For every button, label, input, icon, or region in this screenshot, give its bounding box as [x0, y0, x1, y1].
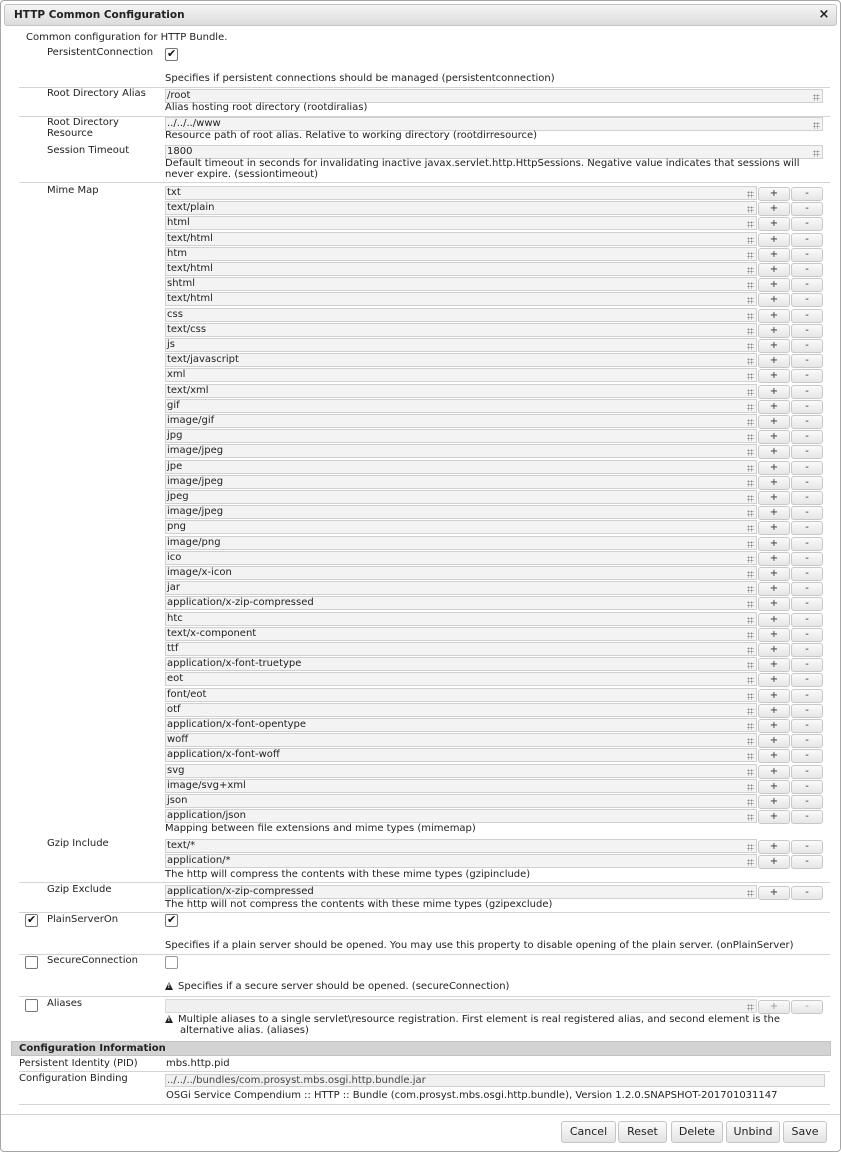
mime-map-remove-button[interactable]: -	[791, 309, 823, 323]
mime-map-entry-input[interactable]	[165, 186, 757, 200]
root-resource-value: ../../../www	[167, 118, 221, 129]
mime-map-add-button[interactable]: +	[758, 339, 790, 353]
resize-grip-icon[interactable]	[747, 859, 754, 866]
mime-map-remove-button[interactable]: -	[791, 415, 823, 429]
resize-grip-icon[interactable]	[747, 282, 754, 289]
aliases-remove-button[interactable]: -	[791, 1000, 823, 1014]
mime-map-remove-button[interactable]: -	[791, 643, 823, 657]
mime-map-add-button[interactable]: +	[758, 293, 790, 307]
root-alias-value: /root	[167, 90, 191, 101]
resize-grip-icon[interactable]	[747, 723, 754, 730]
mime-map-remove-button[interactable]: -	[791, 613, 823, 627]
mime-map-entry-value: jpeg	[167, 491, 189, 502]
mime-map-entry-input[interactable]	[165, 444, 757, 458]
mime-map-entry-input[interactable]	[165, 779, 757, 793]
mime-map-add-button[interactable]: +	[758, 217, 790, 231]
reset-button[interactable]: Reset	[618, 1121, 667, 1143]
dialog-titlebar[interactable]	[4, 4, 837, 26]
mime-map-remove-button[interactable]: -	[791, 628, 823, 642]
mime-map-entry-value: shtml	[167, 278, 195, 290]
mime-map-remove-button[interactable]: -	[791, 506, 823, 520]
mime-map-entry-value: text/html	[167, 293, 213, 305]
mime-map-remove-button[interactable]: -	[791, 734, 823, 748]
mime-map-remove-button[interactable]: -	[791, 567, 823, 581]
mime-map-entry-input[interactable]	[165, 292, 757, 306]
mime-map-entry-value: js	[167, 339, 175, 350]
divider	[19, 996, 830, 997]
mime-map-remove-button[interactable]: -	[791, 658, 823, 672]
mime-map-add-button[interactable]: +	[758, 613, 790, 627]
mime-map-entry-value: text/html	[167, 232, 213, 244]
mime-map-entry-value: svg	[167, 764, 185, 776]
gzip-include-add-button[interactable]: +	[758, 855, 790, 869]
resize-grip-icon[interactable]	[747, 784, 754, 791]
mime-map-remove-button[interactable]: -	[791, 217, 823, 231]
mime-map-entry-value: text/x-component	[167, 627, 257, 639]
gzip-include-entry-value: application/*	[167, 855, 231, 867]
mime-map-remove-button[interactable]: -	[791, 248, 823, 262]
config-info-header	[11, 1041, 831, 1056]
mime-map-remove-button[interactable]: -	[791, 704, 823, 718]
mime-map-entry-input[interactable]	[165, 429, 757, 443]
mime-map-entry-input[interactable]	[165, 201, 757, 215]
mime-map-add-button[interactable]: +	[758, 278, 790, 292]
root-resource-label: Root Directory	[47, 117, 119, 128]
resize-grip-icon[interactable]	[747, 617, 754, 624]
session-timeout-desc-2: never expire. (sessiontimeout)	[165, 169, 319, 180]
mime-map-entry-input[interactable]	[165, 551, 757, 565]
gzip-include-remove-button[interactable]: -	[791, 855, 823, 869]
root-resource-input[interactable]	[165, 117, 823, 131]
mime-map-entry-value: application/x-font-opentype	[167, 719, 307, 730]
mime-map-add-button[interactable]: +	[758, 400, 790, 414]
aliases-input[interactable]	[165, 999, 757, 1013]
gzip-exclude-remove-button[interactable]: -	[791, 886, 823, 900]
mime-map-entry-value: gif	[167, 399, 180, 411]
resize-grip-icon[interactable]	[747, 662, 754, 669]
mime-map-entry-input[interactable]	[165, 505, 757, 519]
mime-map-remove-button[interactable]: -	[791, 597, 823, 611]
mime-map-entry-input[interactable]	[165, 642, 757, 656]
mime-map-entry-value: font/eot	[167, 688, 207, 700]
gzip-exclude-add-button[interactable]: +	[758, 886, 790, 900]
mime-map-remove-button[interactable]: -	[791, 810, 823, 824]
mime-map-entry-value: htc	[167, 612, 183, 624]
mime-map-entry-input[interactable]	[165, 277, 757, 291]
persistent-connection-label: PersistentConnection	[47, 47, 154, 58]
mime-map-entry-value: jpg	[167, 430, 183, 442]
mime-map-entry-input[interactable]	[165, 384, 757, 398]
mime-map-add-button[interactable]: +	[758, 719, 790, 733]
resize-grip-icon[interactable]	[813, 150, 820, 157]
mime-map-add-button[interactable]: +	[758, 263, 790, 277]
mime-map-entry-value: ttf	[167, 643, 179, 654]
mime-map-entry-input[interactable]	[165, 262, 757, 276]
mime-map-add-button[interactable]: +	[758, 567, 790, 581]
mime-map-add-button[interactable]: +	[758, 734, 790, 748]
intro-text: Common configuration for HTTP Bundle.	[26, 32, 228, 43]
binding-label: Configuration Binding	[19, 1073, 128, 1084]
resize-grip-icon[interactable]	[747, 252, 754, 259]
mime-map-add-button[interactable]: +	[758, 780, 790, 794]
resize-grip-icon[interactable]	[813, 122, 820, 129]
session-timeout-label: Session Timeout	[47, 145, 130, 156]
mime-map-entry-input[interactable]	[165, 581, 757, 595]
mime-map-entry-value: text/plain	[167, 202, 215, 214]
mime-map-add-button[interactable]: +	[758, 704, 790, 718]
unbind-button[interactable]: Unbind	[726, 1121, 780, 1143]
root-resource-label-2: Resource	[47, 128, 93, 139]
mime-map-entry-input[interactable]	[165, 809, 757, 823]
mime-map-remove-button[interactable]: -	[791, 400, 823, 414]
mime-map-entry-input[interactable]	[165, 748, 757, 762]
mime-map-remove-button[interactable]: -	[791, 187, 823, 201]
mime-map-entry-value: application/x-font-truetype	[167, 658, 302, 670]
resize-grip-icon[interactable]	[747, 525, 754, 532]
gzip-include-add-button[interactable]: +	[758, 840, 790, 854]
mime-map-entry-input[interactable]	[165, 536, 757, 550]
mime-map-label: Mime Map	[47, 185, 99, 196]
resize-grip-icon[interactable]	[747, 769, 754, 776]
mime-map-add-button[interactable]: +	[758, 552, 790, 566]
mime-map-add-button[interactable]: +	[758, 673, 790, 687]
secure-connection-desc	[165, 981, 509, 992]
gzip-exclude-entry-input[interactable]	[165, 885, 757, 899]
secure-connection-desc-text: Specifies if a secure server should be opened. (secureConnection)	[178, 981, 510, 992]
mime-map-entry-value: xml	[167, 369, 186, 381]
mime-map-entry-input[interactable]	[165, 475, 757, 489]
session-timeout-desc: Default timeout in seconds for invalidating inactive javax.servlet.http.HttpSessions. Negative value indicates that sessions will	[165, 158, 800, 169]
mime-map-add-button[interactable]: +	[758, 369, 790, 383]
mime-map-entry-input[interactable]	[165, 672, 757, 686]
binding-desc: OSGi Service Compendium :: HTTP :: Bundle (com.prosyst.mbs.osgi.http.bundle), Version 1.2.0.SNAPSHOT-201701031147	[166, 1090, 778, 1101]
mime-map-entry-value: htm	[167, 247, 187, 259]
resize-grip-icon[interactable]	[747, 586, 754, 593]
divider	[19, 912, 830, 913]
mime-map-add-button[interactable]: +	[758, 324, 790, 338]
mime-map-entry-value: json	[167, 795, 188, 806]
resize-grip-icon[interactable]	[747, 708, 754, 715]
mime-map-add-button[interactable]: +	[758, 765, 790, 779]
mime-map-entry-value: image/gif	[167, 415, 215, 426]
mime-map-remove-button[interactable]: -	[791, 780, 823, 794]
plain-server-label: PlainServerOn	[47, 914, 119, 925]
mime-map-remove-button[interactable]: -	[791, 521, 823, 535]
mime-map-entry-input[interactable]	[165, 399, 757, 413]
mime-map-entry-value: image/png	[167, 536, 221, 548]
root-alias-label: Root Directory Alias	[47, 88, 146, 99]
mime-map-remove-button[interactable]: -	[791, 430, 823, 444]
mime-map-entry-input[interactable]	[165, 247, 757, 261]
mime-map-entry-value: ico	[167, 551, 182, 563]
aliases-add-button[interactable]: +	[758, 1000, 790, 1014]
mime-map-entry-value: png	[167, 521, 187, 533]
resize-grip-icon[interactable]	[747, 267, 754, 274]
resize-grip-icon[interactable]	[747, 632, 754, 639]
mime-map-add-button[interactable]: +	[758, 202, 790, 216]
resize-grip-icon[interactable]	[747, 1004, 754, 1011]
resize-grip-icon[interactable]	[747, 221, 754, 228]
mime-map-entry-input[interactable]	[165, 657, 757, 671]
mime-map-entry-value: txt	[167, 187, 181, 198]
mime-map-add-button[interactable]: +	[758, 476, 790, 490]
mime-map-add-button[interactable]: +	[758, 430, 790, 444]
resize-grip-icon[interactable]	[747, 677, 754, 684]
resize-grip-icon[interactable]	[747, 495, 754, 502]
resize-grip-icon[interactable]	[747, 389, 754, 396]
resize-grip-icon[interactable]	[747, 191, 754, 198]
gzip-include-entry-value: text/*	[167, 840, 196, 851]
mime-map-remove-button[interactable]: -	[791, 233, 823, 247]
mime-map-entry-input[interactable]	[165, 794, 757, 808]
resize-grip-icon[interactable]	[747, 571, 754, 578]
divider	[19, 1104, 830, 1105]
mime-map-remove-button[interactable]: -	[791, 339, 823, 353]
root-alias-input[interactable]	[165, 89, 823, 103]
pid-label: Persistent Identity (PID)	[19, 1058, 138, 1069]
root-alias-desc: Alias hosting root directory (rootdiralias)	[165, 102, 368, 113]
mime-map-add-button[interactable]: +	[758, 810, 790, 824]
gzip-exclude-label: Gzip Exclude	[47, 884, 112, 895]
mime-map-entry-input[interactable]	[165, 688, 757, 702]
mime-map-entry-value: image/jpeg	[167, 445, 224, 457]
mime-map-entry-value: text/css	[167, 323, 207, 335]
mime-map-add-button[interactable]: +	[758, 597, 790, 611]
mime-map-remove-button[interactable]: -	[791, 689, 823, 703]
mime-map-add-button[interactable]: +	[758, 749, 790, 763]
mime-map-entry-input[interactable]	[165, 323, 757, 337]
mime-map-entry-value: image/jpeg	[167, 506, 224, 518]
mime-map-entry-value: image/jpeg	[167, 475, 224, 487]
gzip-include-label: Gzip Include	[47, 838, 109, 849]
mime-map-entry-value: jar	[167, 582, 181, 594]
plain-server-checkbox[interactable]	[165, 914, 178, 927]
mime-map-add-button[interactable]: +	[758, 248, 790, 262]
mime-map-entry-value: application/x-zip-compressed	[167, 597, 314, 609]
dialog-title: HTTP Common Configuration	[14, 9, 185, 21]
mime-map-entry-input[interactable]	[165, 612, 757, 626]
divider	[19, 882, 830, 883]
mime-map-entry-value: text/xml	[167, 384, 209, 396]
mime-map-add-button[interactable]: +	[758, 795, 790, 809]
secure-connection-enable-checkbox[interactable]	[25, 956, 38, 969]
cancel-button[interactable]: Cancel	[561, 1121, 616, 1143]
mime-map-remove-button[interactable]: -	[791, 369, 823, 383]
mime-map-remove-button[interactable]: -	[791, 719, 823, 733]
mime-map-remove-button[interactable]: -	[791, 537, 823, 551]
mime-map-remove-button[interactable]: -	[791, 263, 823, 277]
mime-map-entry-input[interactable]	[165, 216, 757, 230]
mime-map-entry-input[interactable]	[165, 308, 757, 322]
gzip-exclude-entry-value: application/x-zip-compressed	[167, 886, 314, 897]
mime-map-entry-input[interactable]	[165, 703, 757, 717]
resize-grip-icon[interactable]	[747, 890, 754, 897]
resize-grip-icon[interactable]	[747, 419, 754, 426]
mime-map-desc: Mapping between file extensions and mime types (mimemap)	[165, 823, 476, 834]
mime-map-entry-value: text/html	[167, 263, 213, 274]
mime-map-remove-button[interactable]: -	[791, 385, 823, 399]
aliases-label: Aliases	[47, 998, 83, 1009]
plain-server-enable-checkbox[interactable]	[25, 914, 38, 927]
mime-map-remove-button[interactable]: -	[791, 293, 823, 307]
session-timeout-value: 1800	[167, 146, 193, 157]
mime-map-remove-button[interactable]: -	[791, 795, 823, 809]
mime-map-remove-button[interactable]: -	[791, 476, 823, 490]
mime-map-entry-value: application/x-font-woff	[167, 749, 280, 761]
mime-map-remove-button[interactable]: -	[791, 202, 823, 216]
gzip-include-desc: The http will compress the contents with these mime types (gzipinclude)	[165, 869, 531, 880]
resize-grip-icon[interactable]	[747, 814, 754, 821]
mime-map-add-button[interactable]: +	[758, 233, 790, 247]
mime-map-entry-input[interactable]	[165, 718, 757, 732]
resize-grip-icon[interactable]	[747, 601, 754, 608]
mime-map-add-button[interactable]: +	[758, 628, 790, 642]
mime-map-entry-input[interactable]	[165, 566, 757, 580]
mime-map-remove-button[interactable]: -	[791, 278, 823, 292]
resize-grip-icon[interactable]	[747, 510, 754, 517]
delete-button[interactable]: Delete	[671, 1121, 723, 1143]
divider	[19, 182, 830, 183]
mime-map-entry-input[interactable]	[165, 414, 757, 428]
gzip-include-entry-input[interactable]	[165, 839, 757, 853]
persistent-connection-desc: Specifies if persistent connections should be managed (persistentconnection)	[165, 73, 555, 84]
mime-map-entry-value: application/json	[167, 810, 246, 822]
mime-map-entry-input[interactable]	[165, 232, 757, 246]
resize-grip-icon[interactable]	[747, 693, 754, 700]
mime-map-add-button[interactable]: +	[758, 491, 790, 505]
resize-grip-icon[interactable]	[747, 738, 754, 745]
resize-grip-icon[interactable]	[747, 844, 754, 851]
resize-grip-icon[interactable]	[747, 297, 754, 304]
resize-grip-icon[interactable]	[747, 434, 754, 441]
session-timeout-input[interactable]	[165, 145, 823, 159]
resize-grip-icon[interactable]	[747, 237, 754, 244]
resize-grip-icon[interactable]	[747, 358, 754, 365]
resize-grip-icon[interactable]	[747, 647, 754, 654]
mime-map-add-button[interactable]: +	[758, 689, 790, 703]
mime-map-add-button[interactable]: +	[758, 506, 790, 520]
resize-grip-icon[interactable]	[747, 541, 754, 548]
secure-connection-checkbox[interactable]	[165, 956, 178, 969]
mime-map-add-button[interactable]: +	[758, 521, 790, 535]
mime-map-remove-button[interactable]: -	[791, 461, 823, 475]
resize-grip-icon[interactable]	[747, 343, 754, 350]
gzip-exclude-desc: The http will not compress the contents with these mime types (gzipexclude)	[165, 899, 553, 910]
mime-map-entry-input[interactable]	[165, 490, 757, 504]
resize-grip-icon[interactable]	[747, 449, 754, 456]
resize-grip-icon[interactable]	[747, 404, 754, 411]
resize-grip-icon[interactable]	[747, 313, 754, 320]
mime-map-entry-input[interactable]	[165, 596, 757, 610]
resize-grip-icon[interactable]	[813, 94, 820, 101]
mime-map-entry-value: text/javascript	[167, 354, 239, 366]
mime-map-add-button[interactable]: +	[758, 385, 790, 399]
aliases-desc	[165, 1014, 780, 1025]
secure-connection-label: SecureConnection	[47, 955, 138, 966]
mime-map-add-button[interactable]: +	[758, 415, 790, 429]
mime-map-entry-input[interactable]	[165, 627, 757, 641]
resize-grip-icon[interactable]	[747, 328, 754, 335]
aliases-enable-checkbox[interactable]	[25, 999, 38, 1012]
config-info-title: Configuration Information	[19, 1043, 166, 1054]
mime-map-remove-button[interactable]: -	[791, 445, 823, 459]
persistent-connection-checkbox[interactable]	[165, 48, 178, 61]
mime-map-add-button[interactable]: +	[758, 445, 790, 459]
mime-map-remove-button[interactable]: -	[791, 324, 823, 338]
mime-map-entry-value: html	[167, 217, 190, 229]
mime-map-entry-input[interactable]	[165, 520, 757, 534]
resize-grip-icon[interactable]	[747, 206, 754, 213]
resize-grip-icon[interactable]	[747, 480, 754, 487]
aliases-desc-text: Multiple aliases to a single servlet\resource registration. First element is real registered alias, and second element is the	[178, 1014, 781, 1025]
warning-icon	[165, 982, 173, 990]
gzip-include-remove-button[interactable]: -	[791, 840, 823, 854]
save-button[interactable]: Save	[783, 1121, 827, 1143]
mime-map-entry-input[interactable]	[165, 733, 757, 747]
mime-map-entry-input[interactable]	[165, 338, 757, 352]
aliases-desc-2: alternative alias. (aliases)	[180, 1025, 309, 1036]
resize-grip-icon[interactable]	[747, 799, 754, 806]
mime-map-entry-value: woff	[167, 734, 189, 746]
mime-map-add-button[interactable]: +	[758, 537, 790, 551]
resize-grip-icon[interactable]	[747, 753, 754, 760]
mime-map-add-button[interactable]: +	[758, 187, 790, 201]
mime-map-remove-button[interactable]: -	[791, 765, 823, 779]
warning-icon	[165, 1015, 173, 1023]
resize-grip-icon[interactable]	[747, 465, 754, 472]
divider	[19, 1071, 830, 1072]
mime-map-add-button[interactable]: +	[758, 643, 790, 657]
root-resource-desc: Resource path of root alias. Relative to working directory (rootdirresource)	[165, 130, 538, 141]
mime-map-add-button[interactable]: +	[758, 354, 790, 368]
mime-map-remove-button[interactable]: -	[791, 749, 823, 763]
mime-map-entry-value: css	[167, 308, 183, 320]
mime-map-add-button[interactable]: +	[758, 658, 790, 672]
mime-map-remove-button[interactable]: -	[791, 582, 823, 596]
close-icon[interactable]: ×	[818, 7, 830, 22]
mime-map-remove-button[interactable]: -	[791, 673, 823, 687]
plain-server-desc: Specifies if a plain server should be opened. You may use this property to disable opening of the plain server. (onPlainServer)	[165, 940, 794, 951]
mime-map-add-button[interactable]: +	[758, 582, 790, 596]
resize-grip-icon[interactable]	[747, 556, 754, 563]
mime-map-entry-input[interactable]	[165, 368, 757, 382]
mime-map-add-button[interactable]: +	[758, 309, 790, 323]
mime-map-entry-input[interactable]	[165, 353, 757, 367]
mime-map-entry-value: otf	[167, 703, 181, 715]
mime-map-remove-button[interactable]: -	[791, 354, 823, 368]
mime-map-entry-input[interactable]	[165, 460, 757, 474]
mime-map-entry-value: image/x-icon	[167, 567, 232, 578]
mime-map-add-button[interactable]: +	[758, 461, 790, 475]
divider	[19, 954, 830, 955]
footer-divider	[1, 1114, 841, 1115]
mime-map-entry-value: image/svg+xml	[167, 779, 246, 791]
pid-value: mbs.http.pid	[166, 1058, 230, 1069]
mime-map-entry-value: jpe	[167, 460, 183, 472]
mime-map-entry-value: eot	[167, 673, 184, 685]
mime-map-remove-button[interactable]: -	[791, 552, 823, 566]
binding-field: ../../../bundles/com.prosyst.mbs.osgi.http.bundle.jar	[165, 1074, 825, 1087]
mime-map-entry-input[interactable]	[165, 764, 757, 778]
mime-map-remove-button[interactable]: -	[791, 491, 823, 505]
resize-grip-icon[interactable]	[747, 373, 754, 380]
gzip-include-entry-input[interactable]	[165, 854, 757, 868]
